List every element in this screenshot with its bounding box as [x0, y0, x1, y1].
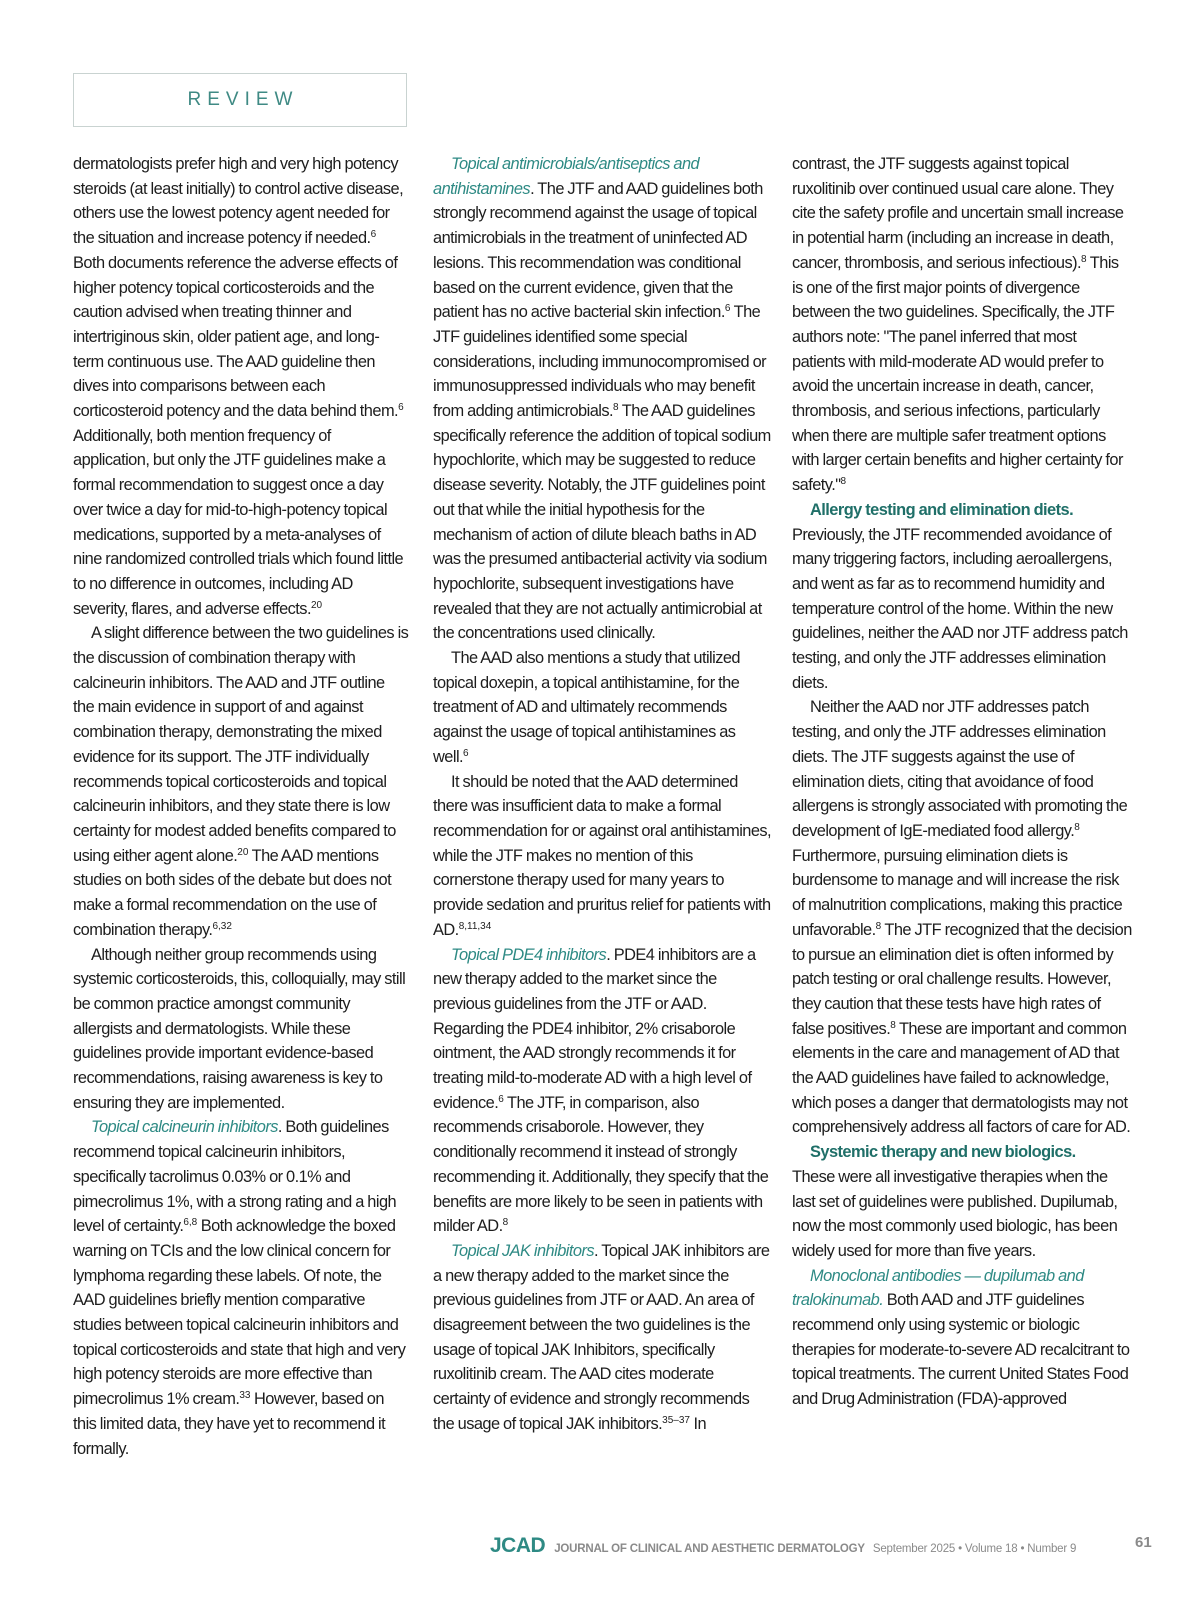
- paragraph: dermatologists prefer high and very high potency steroids (at least initially) to control active disease, others use the lowest potency agent needed for the situation and increase potency if needed.$^6$ Both documents reference the adverse effects of higher potency topical corticosteroids and the caution advised when treating thinner and intertriginous skin, older patient age, and long-term continuous use. The AAD guideline then dives into comparisons between each corticosteroid potency and the data behind them.$^6$ Additionally, both mention frequency of application, but only the JTF guidelines make a formal recommendation to suggest once a day over twice a day for mid-to-high-potency topical medications, supported by a meta-analyses of nine randomized controlled trials which found little to no difference in outcomes, including AD severity, flares, and adverse effects.$^{20}$: [73, 155, 404, 618]
- citation: 6: [463, 747, 469, 759]
- paragraph: Allergy testing and elimination diets. Previously, the JTF recommended avoidance of many triggering factors, including aeroallergens, and went as far as to recommend humidity and temperature control of the home. Within the new guidelines, neither the AAD nor JTF address patch testing, and only the JTF addresses elimination diets.: [792, 500, 1128, 692]
- citation: 6: [724, 303, 731, 315]
- citation: 8: [613, 402, 619, 414]
- citation: 8: [1074, 821, 1080, 833]
- column-3: [792, 152, 1132, 1412]
- citation: 8,11,34: [458, 920, 492, 932]
- column-2: [433, 152, 773, 1437]
- citation: 20: [237, 846, 249, 858]
- paragraph: contrast, the JTF suggests against topical ruxolitinib over continued usual care alone. They cite the safety profile and uncertain small increase in potential harm (including an increase in death, cancer, thrombosis, and serious infectious).$^8$ This is one of the first major points of divergence between the two guidelines. Specifically, the JTF authors note: "The panel inferred that most patients with mild-moderate AD would prefer to avoid the uncertain increase in death, cancer, thrombosis, and serious infections, particularly when there are multiple safer treatment options with larger certain benefits and higher certainty for safety."$^8$: [792, 155, 1124, 495]
- paragraph: Topical JAK inhibitors. Topical JAK inhibitors are a new therapy added to the market since the previous guidelines from JTF or AAD. An area of disagreement between the two guidelines is the usage of topical JAK Inhibitors, specifically ruxolitinib cream. The AAD cites moderate certainty of evidence and strongly recommends the usage of topical JAK inhibitors.$^{35-37}$ In: [433, 1241, 770, 1433]
- paragraph: Topical calcineurin inhibitors. Both guidelines recommend topical calcineurin inhibitors, specifically tacrolimus 0.03% or 0.1% and pimecrolimus 1%, with a strong rating and a high level of certainty.$^{6,8}$ Both acknowledge the boxed warning on TCIs and the low clinical concern for lymphoma regarding these labels. Of note, the AAD guidelines briefly mention comparative studies between topical calcineurin inhibitors and topical corticosteroids and state that high and very high potency steroids are more effective than pimecrolimus 1% cream.$^{33}$ However, based on this limited data, they have yet to recommend it formally.: [73, 1118, 406, 1458]
- section-heading: Systemic therapy and new biologics.: [810, 1143, 1076, 1162]
- citation: 8: [875, 920, 882, 932]
- citation: 8: [840, 476, 847, 488]
- citation: 20: [310, 599, 323, 611]
- section-label: REVIEW: [187, 89, 299, 110]
- journal-name: JOURNAL OF CLINICAL AND AESTHETIC DERMATOLOGY: [554, 1543, 865, 1555]
- section-label-box: [73, 73, 407, 127]
- citation: 6,8: [183, 1217, 198, 1229]
- citation: 8: [890, 1019, 896, 1031]
- paragraph: A slight difference between the two guidelines is the discussion of combination therapy with calcineurin inhibitors. The AAD and JTF outline the main evidence in support of and against combination therapy, demonstrating the mixed evidence for its support. The JTF individually recommends topical corticosteroids and topical calcineurin inhibitors, and they state there is low certainty for modest added benefits compared to using either agent alone.$^{20}$ The AAD mentions studies on both sides of the debate but does not make a formal recommendation on the use of combination therapy.$^{6,32}$: [73, 624, 409, 939]
- section-heading: Allergy testing and elimination diets.: [810, 500, 1074, 519]
- citation: 35–37: [662, 1414, 690, 1426]
- citation: 8: [502, 1217, 509, 1229]
- paragraph: Monoclonal antibodies — dupilumab and tralokinumab. Both AAD and JTF guidelines recommend only using systemic or biologic therapies for moderate-to-severe AD recalcitrant to topical treatments. The current United States Food and Drug Administration (FDA)-approved: [792, 1266, 1130, 1409]
- column-1: [73, 152, 409, 1461]
- paragraph: Neither the AAD nor JTF addresses patch testing, and only the JTF addresses elimination diets. The JTF suggests against the use of elimination diets, citing that avoidance of food allergens is strongly associated with promoting the development of IgE-mediated food allergy.$^8$ Furthermore, pursuing elimination diets is burdensome to manage and will increase the risk of malnutrition complications, making this practice unfavorable.$^8$ The JTF recognized that the decision to pursue an elimination diet is often informed by patch testing or oral challenge results. However, they caution that these tests have high rates of false positives.$^8$ These are important and common elements in the care and management of AD that the AAD guidelines have failed to acknowledge, which poses a danger that dermatologists may not comprehensively address all factors of care for AD.: [792, 698, 1132, 1137]
- paragraph: Topical antimicrobials/antiseptics and antihistamines. The JTF and AAD guidelines both strongly recommend against the usage of topical antimicrobials in the treatment of uninfected AD lesions. This recommendation was conditional based on the current evidence, given that the patient has no active bacterial skin infection.$^6$ The JTF guidelines identified some special considerations, including immunocompromised or immunosuppressed individuals who may benefit from adding antimicrobials.$^8$ The AAD guidelines specifically reference the addition of topical sodium hypochlorite, which may be suggested to reduce disease severity. Notably, the JTF guidelines point out that while the initial hypothesis for the mechanism of action of dilute bleach baths in AD was the presumed antibacterial activity via sodium hypochlorite, subsequent investigations have revealed that they are not actually antimicrobial at the concentrations used clinically.: [433, 155, 771, 643]
- page-number: 61: [1135, 1534, 1152, 1551]
- paragraph: It should be noted that the AAD determined there was insufficient data to make a formal recommendation for or against oral antihistamines, while the JTF makes no mention of this cornerstone therapy used for many years to provide sedation and pruritus relief for patients with AD.$^{8,11,34}$: [433, 772, 772, 939]
- paragraph: Topical PDE4 inhibitors. PDE4 inhibitors are a new therapy added to the market since the previous guidelines from the JTF or AAD. Regarding the PDE4 inhibitor, 2% crisaborole ointment, the AAD strongly recommends it for treating mild-to-moderate AD with a high level of evidence.$^6$ The JTF, in comparison, also recommends crisaborole. However, they conditionally recommend it instead of strongly recommending it. Additionally, they specify that the benefits are more likely to be seen in patients with milder AD.$^8$: [433, 945, 769, 1236]
- citation: 6: [398, 402, 404, 414]
- citation: 6: [370, 229, 377, 241]
- citation: 8: [1081, 253, 1087, 265]
- subsection-heading: Topical antimicrobials/antiseptics and antihistamines: [433, 155, 700, 198]
- subsection-heading: Topical JAK inhibitors: [451, 1241, 594, 1260]
- citation: 33: [239, 1390, 251, 1402]
- subsection-heading: Monoclonal antibodies — dupilumab and tralokinumab.: [792, 1266, 1084, 1310]
- journal-logo: JCAD: [490, 1534, 546, 1557]
- footer: [490, 1534, 1076, 1560]
- paragraph: Systemic therapy and new biologics. These were all investigative therapies when the last set of guidelines were published. Dupilumab, now the most commonly used biologic, has been widely used for more than five years.: [792, 1143, 1118, 1260]
- paragraph: Although neither group recommends using systemic corticosteroids, this, colloquially, may still be common practice amongst community allergists and dermatologists. While these guidelines provide important evidence-based recommendations, raising awareness is key to ensuring they are implemented.: [73, 945, 406, 1112]
- issue-info: September 2025 • Volume 18 • Number 9: [872, 1543, 1077, 1555]
- subsection-heading: Topical calcineurin inhibitors: [91, 1118, 278, 1137]
- citation: 6,32: [212, 920, 232, 932]
- citation: 6: [498, 1093, 504, 1105]
- subsection-heading: Topical PDE4 inhibitors: [451, 945, 607, 964]
- paragraph: The AAD also mentions a study that utilized topical doxepin, a topical antihistamine, for the treatment of AD and ultimately recommends against the usage of topical antihistamines as well.$^6$: [433, 649, 740, 766]
